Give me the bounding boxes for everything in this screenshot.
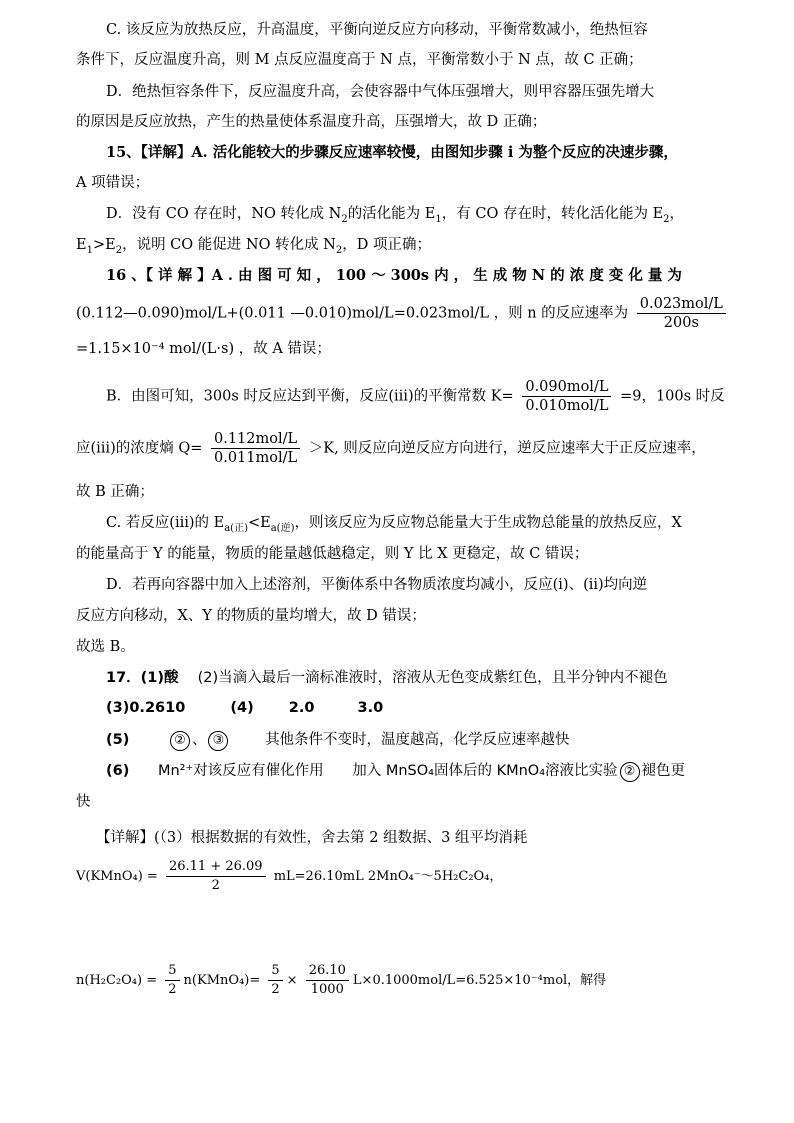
q17-part6-c: ② [620, 762, 640, 782]
q15-d-text-b: 的活化能为 E [347, 206, 436, 222]
q15-d-line1: D．没有 CO 存在时，NO 转化成 $N_2$的活化能为 $E_1$，有 CO 存在时，转化活化能为 $E_2$， [106, 206, 685, 225]
q16-c-text-c: ，则该反应为反应物总能量大于生成物总能量的放热反应，X [294, 515, 682, 531]
rate-fraction-num: 0.023mol/L [637, 295, 726, 314]
q16-c-text-a: C. 若反应(ⅲ)的 E [106, 515, 225, 531]
q17-part6-a: Mn²⁺对该反应有催化作用 [157, 763, 324, 779]
q15-d-text-a: D．没有 CO 存在时，NO 转化成 N [106, 206, 342, 222]
k-fraction-den: 0.010mol/L [525, 398, 609, 414]
q17-part4-a: 2.0 [288, 700, 315, 716]
q17-line2 [106, 698, 383, 718]
q16-c-line2: 的能量高于 Y 的能量，物质的能量越低越稳定，则 Y 比 X 更稳定，故 C 错误； [76, 546, 589, 562]
eq2-mid: n(KMnO₄)= [183, 973, 261, 988]
q15-line2: A 项错误； [76, 175, 150, 191]
q17-part3: (3)0.2610 [106, 700, 186, 716]
q15-d2-text-d: ，D 项正确； [342, 237, 431, 253]
q17-part6-d: 褪色更 [641, 763, 686, 779]
q17-part5-b: ③ [208, 731, 228, 751]
eq2-f3-den: 1000 [310, 982, 344, 997]
eq2-fraction-3 [306, 962, 349, 999]
q16-b-line3: 故 B 正确； [76, 484, 154, 500]
para-d-line2: 的原因是反应放热，产生的热量使体系温度升高，压强增大，故 D 正确； [76, 114, 547, 130]
para-c-line2: 条件下，反应温度升高，则 M 点反应温度高于 N 点，平衡常数小于 N 点，故 C 正确； [76, 52, 643, 68]
eq2-f2-den: 2 [271, 982, 280, 997]
q-fraction-num: 0.112mol/L [211, 430, 300, 449]
eq1-fraction [166, 858, 266, 895]
q16-b2-text-b: ＞K, 则反应向逆反应方向进行，逆反应速率大于正反应速率， [308, 440, 706, 457]
rate-fraction [637, 295, 726, 332]
q17-line5: 快 [76, 794, 91, 810]
q17-line3 [106, 730, 570, 751]
q17-detail: 【详解】(（3）根据数据的有效性，舍去第 2 组数据、3 组平均消耗 [96, 830, 528, 846]
q-fraction [211, 430, 300, 467]
eq1-fraction-den: 2 [211, 878, 220, 893]
eq2-fraction-2 [268, 962, 282, 999]
ea-reverse-sub: a(逆) [270, 522, 295, 534]
q15-d-text-d: ， [669, 206, 685, 222]
eq2-f3-num: 26.10 [306, 962, 349, 981]
q17-part4-b: 3.0 [357, 700, 384, 716]
eq2-right: L×0.1000mol/L=6.525×10⁻⁴mol，解得 [352, 973, 607, 988]
q15-d-text-c: ，有 CO 存在时，转化活化能为 E [441, 206, 664, 222]
q16-line2 [76, 295, 730, 332]
k-fraction [522, 378, 611, 415]
q16-b2-text-a: 应(ⅲ)的浓度熵 Q= [76, 440, 203, 457]
eq2-left: n(H₂C₂O₄) = [76, 973, 158, 988]
eq2-f2-num: 5 [268, 962, 282, 981]
eq2-times: × [286, 973, 298, 988]
q16-b-line2 [76, 430, 706, 467]
q16-c-text-b: <E [247, 515, 271, 531]
rate-fraction-den: 200s [663, 315, 699, 331]
q16-rate-text: (0.112—0.090)mol/L+(0.011 —0.010)mol/L=0.023mol/L ，则 n 的反应速率为 [76, 305, 629, 322]
q16-b-text-a: B．由图可知，300s 时反应达到平衡，反应(ⅲ)的平衡常数 K= [106, 388, 514, 405]
q17-part6-b: 加入 MnSO₄固体后的 KMnO₄溶液比实验 [352, 763, 618, 779]
q17-part6: (6) [106, 763, 130, 779]
q16-line1: 16 、【 详 解 】A . 由 图 可 知 ， 100 ～ 300s 内 ， 生 成 物 N 的 浓 度 变 化 量 为 [106, 267, 682, 284]
q17-line4 [106, 761, 685, 782]
para-d-line1: D．绝热恒容条件下，反应温度升高，会使容器中气体压强增大，则甲容器压强先增大 [106, 84, 655, 100]
q17-part4: (4) [230, 700, 254, 716]
q16-b-text-b: =9，100s 时反 [620, 388, 725, 405]
q-fraction-den: 0.011mol/L [213, 450, 298, 466]
q16-d-line2: 反应方向移动，X、Y 的物质的量均增大，故 D 错误； [76, 608, 426, 624]
eq1-right: mL=26.10mL 2MnO₄⁻～5H₂C₂O₄， [273, 869, 503, 884]
q17-part5-sep: 、 [191, 732, 207, 748]
q15-d2-text-c: ，说明 CO 能促进 NO 转化成 N [122, 237, 336, 253]
q17-line1 [106, 668, 668, 688]
q15-d2-text-b: >E [92, 237, 116, 253]
k-fraction-num: 0.090mol/L [522, 378, 611, 397]
eq1-left: V(KMnO₄) = [76, 869, 158, 884]
q17-part5-a: ② [170, 731, 190, 751]
q17-part5-c: 其他条件不变时，温度越高，化学反应速率越快 [265, 732, 570, 748]
equation-1 [76, 858, 502, 895]
q16-answer: 故选 B。 [76, 639, 135, 655]
para-c-line1: C. 该反应为放热反应，升高温度，平衡向逆反应方向移动，平衡常数减小，绝热恒容 [106, 22, 648, 38]
q15-line1: 15、【详解】A. 活化能较大的步骤反应速率较慢，由图知步骤 i 为整个反应的决速步骤， [106, 144, 678, 161]
eq2-f1-num: 5 [165, 962, 179, 981]
q15-d2-text-a: E [76, 237, 87, 253]
q17-part1: 17．(1)酸 [106, 670, 179, 686]
q16-b-line1 [106, 378, 725, 415]
q17-part5: (5) [106, 732, 130, 748]
q16-line3: =1.15×10⁻⁴ mol/(L·s) ，故 A 错误； [76, 341, 331, 357]
q17-part2: (2)当滴入最后一滴标准液时，溶液从无色变成紫红色，且半分钟内不褪色 [197, 670, 668, 686]
q16-d-line1: D．若再向容器中加入上述溶剂，平衡体系中各物质浓度均减小，反应(ⅰ)、(ⅱ)均向逆 [106, 577, 648, 593]
eq2-fraction-1 [165, 962, 179, 999]
eq1-fraction-num: 26.11 + 26.09 [166, 858, 266, 877]
ea-forward-sub: a(正) [224, 522, 248, 534]
q16-c-line1 [106, 513, 682, 533]
eq2-f1-den: 2 [168, 982, 177, 997]
q15-d-line2: $E_1>E_2$，说明 CO 能促进 NO 转化成 $N_2$，D 项正确； [76, 237, 431, 256]
equation-2 [76, 962, 606, 999]
